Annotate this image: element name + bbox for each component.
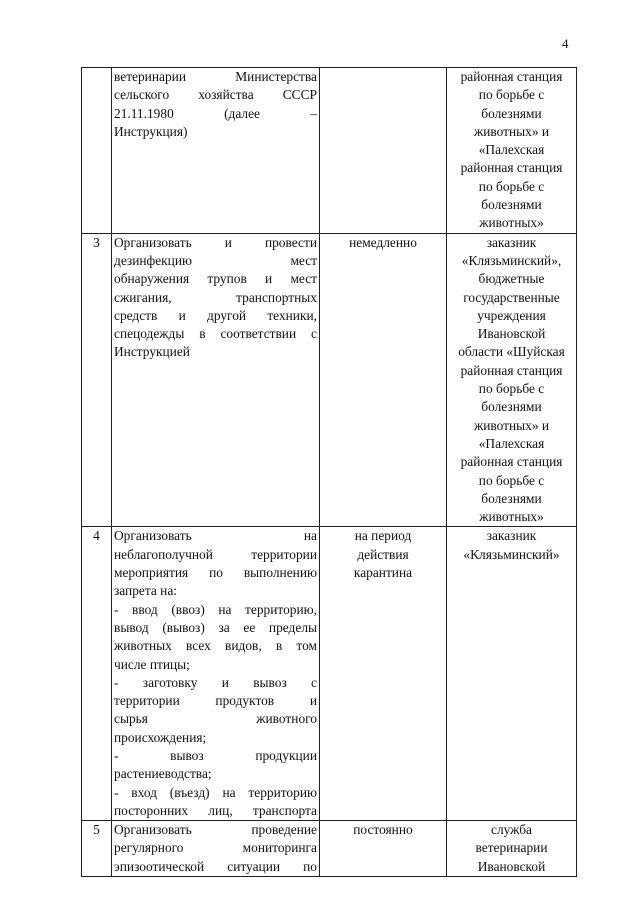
action-line: Организовать на [114,528,317,544]
deadline-line: немедленно [349,234,417,250]
responsible-line: животных» и [473,417,550,433]
action-line: эпизоотической ситуации по [114,858,317,874]
deadline-cell [320,821,447,877]
responsible-line: по борьбе с [478,178,545,194]
action-line: обнаружения трупов и мест [114,271,317,287]
responsible-line: ветеринарии [475,840,548,856]
action-line: неблагополучной территории [114,546,317,562]
deadline-line: на период [354,528,412,544]
responsible-line: районная станция [460,160,563,176]
action-line: - вывоз продукции [114,747,317,763]
responsible-line: заказник [486,528,537,544]
measures-table [81,67,577,877]
responsible-line: Ивановской [477,326,546,342]
row-number: 3 [82,233,112,527]
responsible-line: животных» [479,509,544,525]
responsible-cell [447,821,577,877]
action-line: числе птицы; [114,656,190,672]
action-line: дезинфекцию мест [114,252,317,268]
responsible-line: служба [491,822,532,838]
table-row [82,68,577,234]
action-line: сырья животного [114,711,317,727]
responsible-cell [447,527,577,821]
page-number: 4 [562,36,569,51]
deadline-cell [320,527,447,821]
action-line: ветеринарии Министерства [114,69,317,84]
deadline-line: действия [357,546,409,562]
responsible-line: «Клязьминский», [461,252,562,268]
action-line: сельского хозяйства СССР [114,87,317,103]
action-line: Организовать проведение [114,822,317,838]
action-cell [112,68,320,234]
table-body [82,68,577,877]
responsible-line: по борьбе с [478,381,545,397]
action-line: 21.11.1980 (далее – [114,105,317,121]
responsible-line: бюджетные [478,271,545,287]
action-line: средств и другой техники, [114,307,317,323]
responsible-line: «Клязьминский» [463,546,560,562]
responsible-line: области «Шуйская [458,344,565,360]
action-line: территории продуктов и [114,693,317,709]
responsible-line: по борьбе с [478,472,545,488]
action-line: мероприятия по выполнению [114,565,317,581]
responsible-line: районная станция [460,69,563,84]
responsible-line: животных» и [473,123,550,139]
row-number: 5 [82,821,112,877]
responsible-line: животных» [479,215,544,231]
action-line: запрета на: [114,583,177,599]
action-line: регулярного мониторинга [114,840,317,856]
action-line: Инструкция) [114,123,188,139]
responsible-line: «Палехская [478,435,545,451]
responsible-cell [447,233,577,527]
responsible-line: болезнями [481,105,542,121]
responsible-line: государственные [463,289,560,305]
action-cell [112,821,320,877]
action-line: спецодежды в соответствии с [114,326,317,342]
responsible-line: болезнями [481,399,542,415]
responsible-line: Ивановской [477,858,546,874]
action-line: вывод (вывоз) за ее пределы [114,619,317,635]
row-number [82,68,112,234]
responsible-line: болезнями [481,490,542,506]
action-line: - вход (въезд) на территорию [114,784,317,800]
action-line: посторонних лиц, транспорта [114,802,317,818]
action-line: происхождения; [114,729,207,745]
action-line: растениеводства; [114,766,212,782]
action-line: - ввод (ввоз) на территорию, [114,601,317,617]
deadline-line: постоянно [353,822,413,838]
action-line: Инструкцией [114,344,190,360]
row-number: 4 [82,527,112,821]
responsible-line: «Палехская [478,142,545,158]
responsible-cell [447,68,577,234]
action-cell [112,233,320,527]
responsible-line: районная станция [460,454,563,470]
action-line: сжигания, транспортных [114,289,317,305]
action-line: животных всех видов, в том [114,638,317,654]
responsible-line: районная станция [460,362,563,378]
table-row [82,233,577,527]
responsible-line: по борьбе с [478,87,545,103]
action-line: Организовать и провести [114,234,317,250]
table-row [82,527,577,821]
deadline-cell [320,68,447,234]
responsible-line: болезнями [481,197,542,213]
action-line: - заготовку и вывоз с [114,674,317,690]
deadline-line: карантина [353,565,413,581]
responsible-line: заказник [486,234,537,250]
responsible-line: учреждения [477,307,546,323]
action-cell [112,527,320,821]
table-row [82,821,577,877]
deadline-cell [320,233,447,527]
